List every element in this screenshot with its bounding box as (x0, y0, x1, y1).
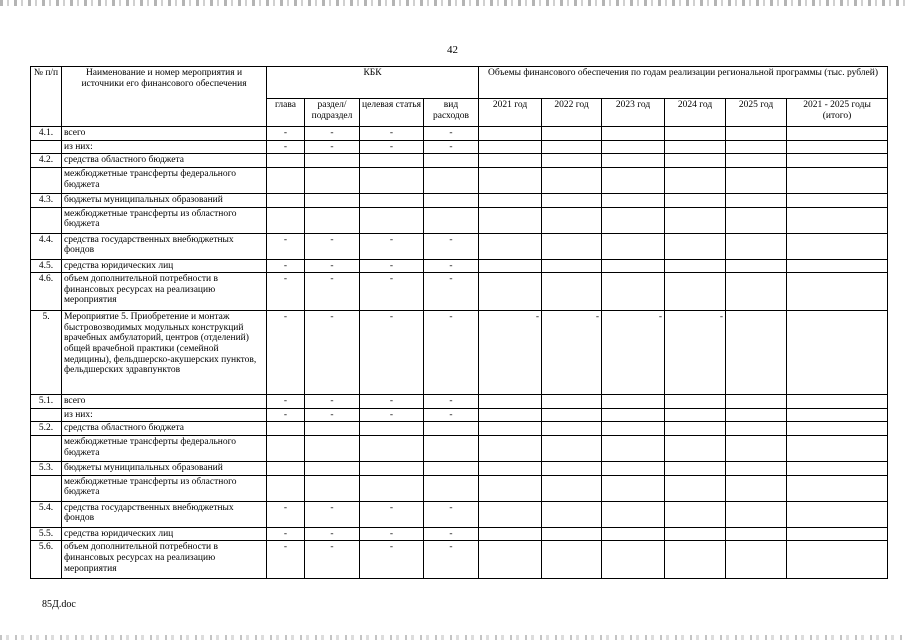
kbk-cell: - (360, 541, 424, 579)
year-cell (602, 475, 665, 501)
year-cell (479, 395, 542, 409)
year-cell (665, 233, 726, 259)
kbk-cell: - (267, 127, 305, 141)
table-row (31, 193, 888, 207)
year-cell (542, 436, 602, 462)
year-cell (726, 408, 787, 422)
year-cell (602, 140, 665, 154)
year-cell (665, 475, 726, 501)
row-name: межбюджетные трансферты из областного бюджета (62, 475, 267, 501)
year-cell (726, 233, 787, 259)
kbk-cell: - (424, 311, 479, 395)
year-cell (726, 395, 787, 409)
kbk-cell: - (267, 408, 305, 422)
year-cell (726, 193, 787, 207)
header-year-col: 2021 - 2025 годы (итого) (787, 99, 888, 127)
table-row (31, 395, 888, 409)
kbk-cell: - (305, 501, 360, 527)
year-cell (726, 541, 787, 579)
kbk-cell (267, 154, 305, 168)
kbk-cell: - (360, 501, 424, 527)
year-cell (602, 395, 665, 409)
kbk-cell (360, 193, 424, 207)
year-cell (665, 462, 726, 476)
table-row (31, 475, 888, 501)
year-cell (542, 259, 602, 273)
kbk-cell (424, 436, 479, 462)
header-name: Наименование и номер мероприятия и источники его финансового обеспечения (62, 67, 267, 127)
header-year-col: 2024 год (665, 99, 726, 127)
row-name: объем дополнительной потребности в финансовых ресурсах на реализацию мероприятия (62, 273, 267, 311)
kbk-cell: - (267, 541, 305, 579)
kbk-cell (267, 462, 305, 476)
kbk-cell (360, 207, 424, 233)
header-kbk: КБК (267, 67, 479, 99)
kbk-cell: - (360, 408, 424, 422)
kbk-cell (305, 154, 360, 168)
scan-noise-top (0, 0, 905, 6)
year-cell (602, 167, 665, 193)
year-cell (787, 233, 888, 259)
year-cell (602, 259, 665, 273)
year-cell (542, 422, 602, 436)
kbk-cell: - (305, 273, 360, 311)
row-name: межбюджетные трансферты федерального бюджета (62, 167, 267, 193)
year-cell (787, 259, 888, 273)
year-cell (542, 462, 602, 476)
year-cell (602, 462, 665, 476)
row-number (31, 475, 62, 501)
kbk-cell (305, 422, 360, 436)
kbk-cell (305, 436, 360, 462)
year-cell (602, 207, 665, 233)
year-cell (542, 233, 602, 259)
year-cell (542, 541, 602, 579)
year-cell (665, 167, 726, 193)
table-row (31, 436, 888, 462)
year-cell (726, 154, 787, 168)
year-cell (542, 395, 602, 409)
header-year-col: 2023 год (602, 99, 665, 127)
row-number: 5.1. (31, 395, 62, 409)
year-cell (787, 193, 888, 207)
kbk-cell: - (267, 527, 305, 541)
header-year-col: 2025 год (726, 99, 787, 127)
kbk-cell (305, 167, 360, 193)
header-num: № п/п (31, 67, 62, 127)
year-cell (726, 273, 787, 311)
header-year-col: 2021 год (479, 99, 542, 127)
kbk-cell: - (424, 395, 479, 409)
kbk-cell: - (305, 233, 360, 259)
year-cell (542, 527, 602, 541)
year-cell (726, 436, 787, 462)
row-name: межбюджетные трансферты из областного бюджета (62, 207, 267, 233)
row-name: Мероприятие 5. Приобретение и монтаж быстровозводимых модульных конструкций врачебных амбулаторий, центров (отделений) общей врачебной практики (семейной медицины), фельдшерско-акушерских пунктов, фельдшерских здравпунктов (62, 311, 267, 395)
year-cell (479, 207, 542, 233)
year-cell (479, 462, 542, 476)
year-cell (479, 167, 542, 193)
table-body (31, 127, 888, 579)
year-cell (542, 501, 602, 527)
year-cell (479, 140, 542, 154)
year-cell (665, 127, 726, 141)
table-row (31, 422, 888, 436)
year-cell (542, 127, 602, 141)
page-number: 42 (447, 44, 458, 56)
kbk-cell: - (267, 395, 305, 409)
row-name: средства государственных внебюджетных фондов (62, 233, 267, 259)
kbk-cell: - (267, 311, 305, 395)
kbk-cell (424, 167, 479, 193)
year-cell (479, 436, 542, 462)
year-cell (726, 475, 787, 501)
year-cell (726, 462, 787, 476)
kbk-cell: - (424, 408, 479, 422)
year-cell (726, 501, 787, 527)
row-number (31, 207, 62, 233)
header-kbk-col: вид расходов (424, 99, 479, 127)
kbk-cell (305, 462, 360, 476)
year-cell (479, 501, 542, 527)
kbk-cell (424, 475, 479, 501)
row-name: средства областного бюджета (62, 422, 267, 436)
year-cell (602, 422, 665, 436)
header-volumes: Объемы финансового обеспечения по годам реализации региональной программы (тыс. рублей) (479, 67, 888, 99)
row-number: 4.6. (31, 273, 62, 311)
year-cell (542, 154, 602, 168)
year-cell (787, 422, 888, 436)
row-number: 5.5. (31, 527, 62, 541)
kbk-cell (360, 436, 424, 462)
table-row (31, 462, 888, 476)
kbk-cell: - (267, 501, 305, 527)
row-name: средства государственных внебюджетных фондов (62, 501, 267, 527)
year-cell (479, 422, 542, 436)
year-cell (726, 167, 787, 193)
year-cell (479, 475, 542, 501)
table-row (31, 541, 888, 579)
year-cell (787, 154, 888, 168)
table-row (31, 259, 888, 273)
year-cell (602, 541, 665, 579)
financing-table (30, 66, 888, 579)
year-cell (787, 527, 888, 541)
row-name: объем дополнительной потребности в финансовых ресурсах на реализацию мероприятия (62, 541, 267, 579)
year-cell (787, 273, 888, 311)
table-row (31, 207, 888, 233)
year-cell (602, 193, 665, 207)
year-cell (602, 501, 665, 527)
year-cell (602, 408, 665, 422)
year-cell (542, 193, 602, 207)
header-kbk-col: глава (267, 99, 305, 127)
year-cell (787, 501, 888, 527)
year-cell (479, 259, 542, 273)
kbk-cell: - (267, 259, 305, 273)
kbk-cell: - (360, 311, 424, 395)
kbk-cell (424, 462, 479, 476)
year-cell (602, 436, 665, 462)
header-year-col: 2022 год (542, 99, 602, 127)
kbk-cell (360, 167, 424, 193)
year-cell (665, 541, 726, 579)
year-cell (787, 140, 888, 154)
year-cell (602, 154, 665, 168)
kbk-cell: - (267, 233, 305, 259)
row-name: межбюджетные трансферты федерального бюджета (62, 436, 267, 462)
year-cell (787, 167, 888, 193)
year-cell (787, 127, 888, 141)
row-number: 4.4. (31, 233, 62, 259)
kbk-cell: - (360, 140, 424, 154)
row-name: средства областного бюджета (62, 154, 267, 168)
table-row (31, 527, 888, 541)
kbk-cell (267, 422, 305, 436)
kbk-cell (267, 167, 305, 193)
year-cell (665, 259, 726, 273)
row-number: 5. (31, 311, 62, 395)
year-cell (726, 422, 787, 436)
kbk-cell: - (360, 273, 424, 311)
row-number (31, 140, 62, 154)
header-kbk-col: целевая статья (360, 99, 424, 127)
year-cell (726, 311, 787, 395)
kbk-cell: - (424, 273, 479, 311)
table-row (31, 127, 888, 141)
kbk-cell: - (424, 140, 479, 154)
year-cell (479, 527, 542, 541)
year-cell (665, 422, 726, 436)
kbk-cell (360, 422, 424, 436)
kbk-cell: - (424, 527, 479, 541)
kbk-cell: - (360, 259, 424, 273)
row-name: бюджеты муниципальных образований (62, 462, 267, 476)
table-row (31, 140, 888, 154)
year-cell (665, 501, 726, 527)
year-cell (602, 127, 665, 141)
year-cell (787, 462, 888, 476)
year-cell (479, 408, 542, 422)
kbk-cell (360, 154, 424, 168)
kbk-cell: - (424, 501, 479, 527)
kbk-cell (424, 422, 479, 436)
year-cell (726, 259, 787, 273)
kbk-cell: - (267, 140, 305, 154)
year-cell (787, 395, 888, 409)
table-row (31, 501, 888, 527)
scan-noise-bottom (0, 635, 905, 640)
kbk-cell (424, 193, 479, 207)
kbk-cell: - (305, 541, 360, 579)
kbk-cell: - (424, 541, 479, 579)
row-number: 4.1. (31, 127, 62, 141)
kbk-cell: - (305, 127, 360, 141)
footer-doc-name: 85Д.doc (42, 599, 76, 610)
row-name: средства юридических лиц (62, 259, 267, 273)
kbk-cell: - (360, 395, 424, 409)
row-name: средства юридических лиц (62, 527, 267, 541)
kbk-cell (267, 436, 305, 462)
table-row (31, 408, 888, 422)
year-cell (665, 154, 726, 168)
year-cell (479, 127, 542, 141)
year-cell (787, 207, 888, 233)
kbk-cell (360, 475, 424, 501)
row-number (31, 436, 62, 462)
year-cell (542, 273, 602, 311)
year-cell (665, 193, 726, 207)
kbk-cell (424, 207, 479, 233)
year-cell (665, 207, 726, 233)
row-name: всего (62, 127, 267, 141)
year-cell (479, 273, 542, 311)
year-cell (602, 273, 665, 311)
year-cell (726, 140, 787, 154)
kbk-cell: - (424, 259, 479, 273)
table-row (31, 167, 888, 193)
row-number (31, 167, 62, 193)
row-number: 5.2. (31, 422, 62, 436)
row-number: 5.3. (31, 462, 62, 476)
table-row (31, 311, 888, 395)
year-cell (542, 408, 602, 422)
year-cell (542, 207, 602, 233)
year-cell (479, 233, 542, 259)
year-cell (726, 207, 787, 233)
year-cell (665, 395, 726, 409)
row-number: 4.5. (31, 259, 62, 273)
row-number: 4.2. (31, 154, 62, 168)
kbk-cell (305, 193, 360, 207)
year-cell (665, 408, 726, 422)
year-cell (542, 140, 602, 154)
year-cell (787, 436, 888, 462)
table-row (31, 273, 888, 311)
row-name: всего (62, 395, 267, 409)
kbk-cell: - (267, 273, 305, 311)
year-cell (602, 233, 665, 259)
year-cell (787, 541, 888, 579)
year-cell (479, 541, 542, 579)
kbk-cell: - (305, 259, 360, 273)
year-cell: - (665, 311, 726, 395)
kbk-cell: - (305, 408, 360, 422)
year-cell (542, 167, 602, 193)
year-cell (479, 154, 542, 168)
year-cell: - (602, 311, 665, 395)
year-cell (726, 527, 787, 541)
kbk-cell: - (305, 527, 360, 541)
kbk-cell (305, 475, 360, 501)
kbk-cell: - (424, 127, 479, 141)
kbk-cell (267, 193, 305, 207)
kbk-cell: - (305, 311, 360, 395)
kbk-cell: - (424, 233, 479, 259)
kbk-cell: - (360, 233, 424, 259)
row-number (31, 408, 62, 422)
year-cell: - (542, 311, 602, 395)
kbk-cell (267, 475, 305, 501)
row-name: бюджеты муниципальных образований (62, 193, 267, 207)
table-row (31, 233, 888, 259)
year-cell (602, 527, 665, 541)
year-cell (665, 436, 726, 462)
kbk-cell: - (305, 395, 360, 409)
table-row (31, 154, 888, 168)
kbk-cell: - (360, 127, 424, 141)
row-number: 4.3. (31, 193, 62, 207)
year-cell (665, 273, 726, 311)
year-cell (726, 127, 787, 141)
kbk-cell (424, 154, 479, 168)
row-name: из них: (62, 140, 267, 154)
year-cell (542, 475, 602, 501)
row-number: 5.4. (31, 501, 62, 527)
year-cell (479, 193, 542, 207)
year-cell: - (479, 311, 542, 395)
year-cell (665, 527, 726, 541)
kbk-cell: - (360, 527, 424, 541)
row-name: из них: (62, 408, 267, 422)
year-cell (787, 311, 888, 395)
row-number: 5.6. (31, 541, 62, 579)
kbk-cell (305, 207, 360, 233)
year-cell (787, 475, 888, 501)
kbk-cell (267, 207, 305, 233)
kbk-cell (360, 462, 424, 476)
kbk-cell: - (305, 140, 360, 154)
year-cell (665, 140, 726, 154)
year-cell (787, 408, 888, 422)
header-kbk-col: раздел/ подраздел (305, 99, 360, 127)
